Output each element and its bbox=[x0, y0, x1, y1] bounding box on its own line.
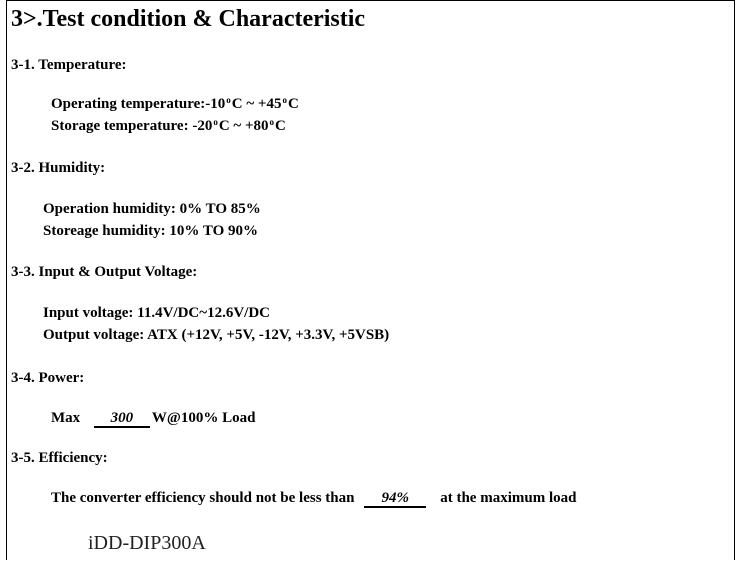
degree-mark: o bbox=[226, 95, 231, 105]
efficiency-line bbox=[51, 490, 576, 508]
storage-temp-low: Storage temperature: -20 bbox=[51, 118, 213, 134]
input-voltage: Input voltage: 11.4V/DC~12.6V/DC bbox=[43, 305, 270, 321]
section-heading-efficiency: 3-5. Efficiency: bbox=[11, 450, 108, 466]
operation-humidity: Operation humidity: 0% TO 85% bbox=[43, 201, 261, 217]
section-heading-humidity: 3-2. Humidity: bbox=[11, 160, 106, 176]
output-voltage: Output voltage: ATX (+12V, +5V, -12V, +3.3V, +5VSB) bbox=[43, 327, 390, 343]
model-number: iDD-DIP300A bbox=[88, 532, 206, 554]
max-power-value: 300 bbox=[94, 410, 150, 428]
power-load-label: W@100% Load bbox=[151, 410, 256, 426]
operating-temp-unit: C bbox=[287, 96, 299, 112]
degree-mark: o bbox=[282, 95, 287, 105]
efficiency-label: The converter efficiency should not be less than bbox=[51, 490, 355, 506]
storage-temp-unit: C bbox=[275, 118, 286, 134]
page-title: 3>.Test condition & Characteristic bbox=[11, 6, 366, 32]
efficiency-value: 94% bbox=[364, 490, 426, 508]
section-heading-voltage: 3-3. Input & Output Voltage: bbox=[11, 264, 198, 280]
storage-temp-high: C ~ +80 bbox=[218, 118, 269, 134]
efficiency-condition: at the maximum load bbox=[440, 490, 577, 506]
section-heading-power: 3-4. Power: bbox=[11, 370, 85, 386]
section-heading-temperature: 3-1. Temperature: bbox=[11, 57, 127, 73]
operating-temperature bbox=[51, 95, 299, 113]
degree-mark: o bbox=[269, 117, 275, 127]
operating-temp-high: C ~ +45 bbox=[231, 96, 282, 112]
storage-temperature bbox=[51, 117, 286, 135]
degree-mark: o bbox=[213, 117, 218, 127]
max-label: Max bbox=[51, 410, 81, 426]
storage-humidity: Storeage humidity: 10% TO 90% bbox=[43, 223, 259, 239]
operating-temp-low: Operating temperature:-10 bbox=[51, 96, 226, 112]
max-power-line bbox=[51, 410, 255, 428]
